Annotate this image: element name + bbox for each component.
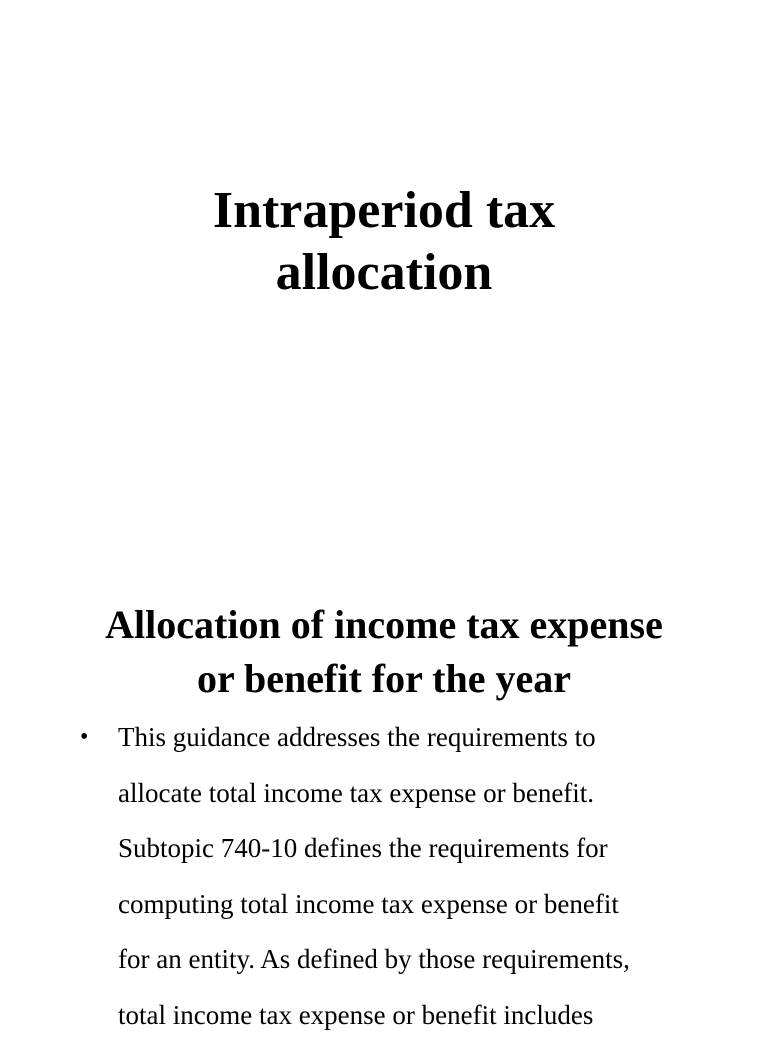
bullet-text-line: computing total income tax expense or benefit xyxy=(118,877,712,933)
slide-heading-line-2: or benefit for the year xyxy=(20,652,748,706)
slide-title xyxy=(0,180,768,304)
bullet-text-line: total income tax expense or benefit includes xyxy=(118,988,712,1043)
slide-heading-line-1: Allocation of income tax expense xyxy=(20,598,748,652)
bullet-text-line: Subtopic 740-10 defines the requirements for xyxy=(118,821,712,877)
bullet-text-line: This guidance addresses the requirements to xyxy=(118,710,712,766)
bullet-text-line: allocate total income tax expense or benefit. xyxy=(118,766,712,822)
bullet-list xyxy=(0,710,768,1043)
slide-title-line-2: allocation xyxy=(0,242,768,304)
bullet-item xyxy=(0,710,768,1043)
bullet-text-line: for an entity. As defined by those requirements, xyxy=(118,932,712,988)
slide-title-line-1: Intraperiod tax xyxy=(0,180,768,242)
slide-heading xyxy=(20,598,748,706)
slide-allocation-of-income-tax xyxy=(0,576,768,1024)
bullet-icon: • xyxy=(80,710,88,766)
